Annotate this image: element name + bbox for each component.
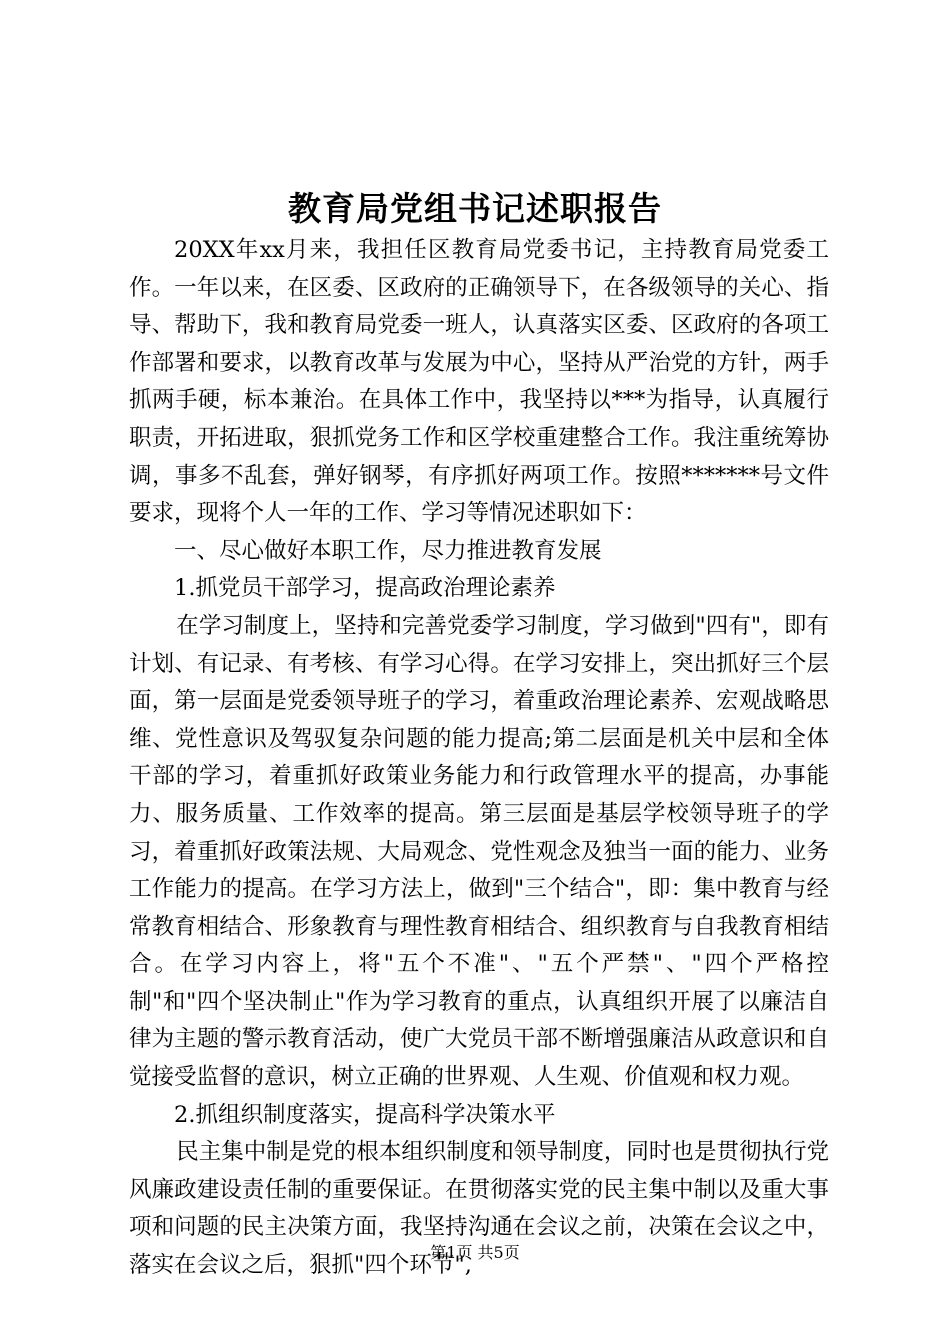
document-body <box>129 232 829 1285</box>
page-number-footer: 第1页 共5页 <box>430 1243 520 1262</box>
subsection-heading: 1.抓党员干部学习，提高政治理论素养 <box>174 575 556 602</box>
document-title: 教育局党组书记述职报告 <box>288 189 662 228</box>
body-paragraph: 民主集中制是党的根本组织制度和领导制度，同时也是贯彻执行党风廉政建设责任制的重要保证。在贯彻落实党的民主集中制以及重大事项和问题的民主决策方面，我坚持沟通在会议之前，决策在会议之中，落实在会议之后，狠抓"四个环节", <box>129 1139 829 1279</box>
subsection-heading: 2.抓组织制度落实，提高科学决策水平 <box>174 1101 556 1128</box>
section-heading: 一、尽心做好本职工作，尽力推进教育发展 <box>174 537 602 564</box>
intro-paragraph: 20XX年xx月来，我担任区教育局党委书记，主持教育局党委工作。一年以来，在区委、区政府的正确领导下，在各级领导的关心、指导、帮助下，我和教育局党委一班人，认真落实区委、区政府的各项工作部署和要求，以教育改革与发展为中心，坚持从严治党的方针，两手抓两手硬，标本兼治。在具体工作中，我坚持以***为指导，认真履行职责，开拓进取，狠抓党务工作和区学校重建整合工作。我注重统筹协调，事多不乱套，弹好钢琴，有序抓好两项工作。按照*******号文件要求，现将个人一年的工作、学习等情况述职如下： <box>129 237 829 527</box>
body-paragraph: 在学习制度上，坚持和完善党委学习制度，学习做到"四有"，即有计划、有记录、有考核、有学习心得。在学习安排上，突出抓好三个层面，第一层面是党委领导班子的学习，着重政治理论素养、宏观战略思维、党性意识及驾驭复杂问题的能力提高;第二层面是机关中层和全体干部的学习，着重抓好政策业务能力和行政管理水平的提高，办事能力、服务质量、工作效率的提高。第三层面是基层学校领导班子的学习，着重抓好政策法规、大局观念、党性观念及独当一面的能力、业务工作能力的提高。在学习方法上，做到"三个结合"，即：集中教育与经常教育相结合、形象教育与理性教育相结合、组织教育与自我教育相结合。在学习内容上，将"五个不准"、"五个严禁"、"四个严格控制"和"四个坚决制止"作为学习教育的重点，认真组织开展了以廉洁自律为主题的警示教育活动，使广大党员干部不断增强廉洁从政意识和自觉接受监督的意识，树立正确的世界观、人生观、价值观和权力观。 <box>129 612 829 1091</box>
